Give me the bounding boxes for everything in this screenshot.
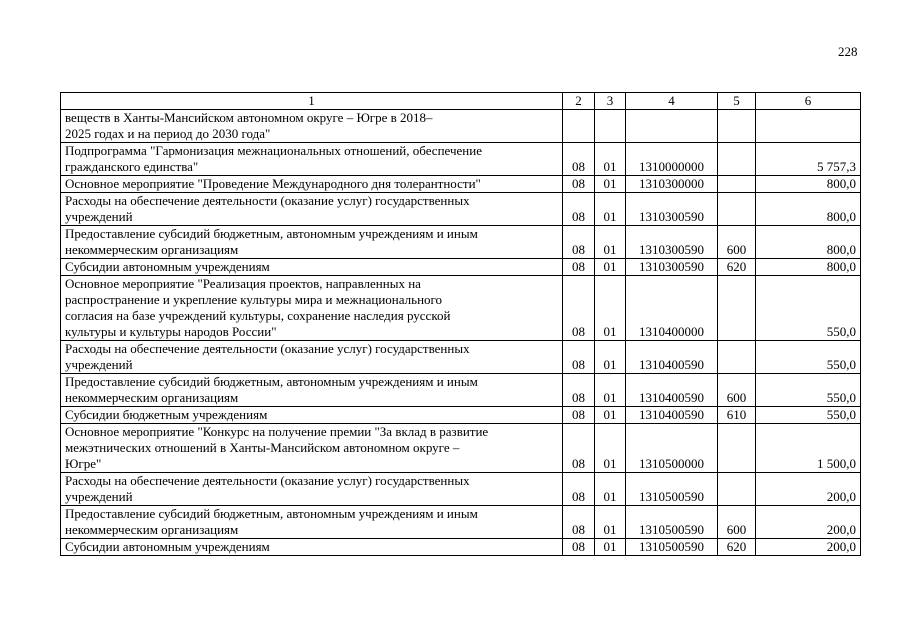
table-header-row [61, 93, 861, 110]
target-article-code: 1310300000 [626, 176, 718, 193]
subsection-code: 01 [595, 374, 626, 407]
target-article-code: 1310300590 [626, 193, 718, 226]
target-article-code: 1310400590 [626, 374, 718, 407]
section-code: 08 [563, 473, 595, 506]
row-description: Субсидии автономным учреждениям [61, 539, 563, 556]
expense-type-code [718, 193, 756, 226]
amount-value: 800,0 [756, 176, 861, 193]
subsection-code: 01 [595, 407, 626, 424]
amount-value: 800,0 [756, 259, 861, 276]
target-article-code: 1310300590 [626, 259, 718, 276]
budget-table [60, 92, 861, 556]
target-article-code: 1310400590 [626, 407, 718, 424]
expense-type-code: 600 [718, 374, 756, 407]
subsection-code: 01 [595, 259, 626, 276]
column-header: 6 [756, 93, 861, 110]
subsection-code: 01 [595, 424, 626, 473]
row-description: Расходы на обеспечение деятельности (оказание услуг) государственных учреждений [61, 341, 563, 374]
row-description: Подпрограмма "Гармонизация межнациональных отношений, обеспечение гражданского единства" [61, 143, 563, 176]
amount-value: 800,0 [756, 226, 861, 259]
row-description: Субсидии автономным учреждениям [61, 259, 563, 276]
section-code: 08 [563, 276, 595, 341]
amount-value: 550,0 [756, 276, 861, 341]
amount-value [756, 110, 861, 143]
expense-type-code [718, 143, 756, 176]
table-row [61, 506, 861, 539]
amount-value: 550,0 [756, 407, 861, 424]
amount-value: 800,0 [756, 193, 861, 226]
section-code: 08 [563, 374, 595, 407]
target-article-code: 1310500590 [626, 539, 718, 556]
table-row [61, 110, 861, 143]
amount-value: 200,0 [756, 473, 861, 506]
target-article-code: 1310400590 [626, 341, 718, 374]
subsection-code: 01 [595, 226, 626, 259]
column-header: 1 [61, 93, 563, 110]
expense-type-code [718, 176, 756, 193]
table-row [61, 226, 861, 259]
row-description: Основное мероприятие "Проведение Международного дня толерантности" [61, 176, 563, 193]
column-header: 4 [626, 93, 718, 110]
table-row [61, 176, 861, 193]
subsection-code: 01 [595, 276, 626, 341]
row-description: Основное мероприятие "Конкурс на получение премии "За вклад в развитие межэтнических отношений в Ханты-Мансийском автономном округе – Югре" [61, 424, 563, 473]
table-row [61, 276, 861, 341]
row-description: Основное мероприятие "Реализация проектов, направленных на распространение и укрепление культуры мира и межнационального согласия на базе учреждений культуры, сохранение наследия русской культуры и культуры народов России" [61, 276, 563, 341]
target-article-code [626, 110, 718, 143]
subsection-code: 01 [595, 193, 626, 226]
expense-type-code [718, 473, 756, 506]
target-article-code: 1310300590 [626, 226, 718, 259]
table-row [61, 407, 861, 424]
target-article-code: 1310400000 [626, 276, 718, 341]
column-header: 5 [718, 93, 756, 110]
section-code: 08 [563, 506, 595, 539]
amount-value: 550,0 [756, 341, 861, 374]
expense-type-code [718, 341, 756, 374]
column-header: 2 [563, 93, 595, 110]
expense-type-code: 600 [718, 506, 756, 539]
row-description: Субсидии бюджетным учреждениям [61, 407, 563, 424]
row-description: Расходы на обеспечение деятельности (оказание услуг) государственных учреждений [61, 193, 563, 226]
section-code [563, 110, 595, 143]
section-code: 08 [563, 341, 595, 374]
amount-value: 550,0 [756, 374, 861, 407]
section-code: 08 [563, 407, 595, 424]
table-row [61, 539, 861, 556]
table-body [61, 93, 861, 556]
subsection-code [595, 110, 626, 143]
subsection-code: 01 [595, 473, 626, 506]
amount-value: 200,0 [756, 539, 861, 556]
subsection-code: 01 [595, 143, 626, 176]
table-row [61, 143, 861, 176]
subsection-code: 01 [595, 539, 626, 556]
row-description: веществ в Ханты-Мансийском автономном округе – Югре в 2018– 2025 годах и на период до 2030 года" [61, 110, 563, 143]
expense-type-code [718, 110, 756, 143]
target-article-code: 1310500590 [626, 506, 718, 539]
expense-type-code [718, 276, 756, 341]
expense-type-code: 620 [718, 539, 756, 556]
section-code: 08 [563, 143, 595, 176]
column-header: 3 [595, 93, 626, 110]
table-row [61, 193, 861, 226]
subsection-code: 01 [595, 506, 626, 539]
amount-value: 5 757,3 [756, 143, 861, 176]
table-row [61, 341, 861, 374]
row-description: Предоставление субсидий бюджетным, автономным учреждениям и иным некоммерческим организациям [61, 374, 563, 407]
row-description: Расходы на обеспечение деятельности (оказание услуг) государственных учреждений [61, 473, 563, 506]
target-article-code: 1310500000 [626, 424, 718, 473]
expense-type-code [718, 424, 756, 473]
amount-value: 1 500,0 [756, 424, 861, 473]
section-code: 08 [563, 539, 595, 556]
table-row [61, 374, 861, 407]
section-code: 08 [563, 259, 595, 276]
subsection-code: 01 [595, 176, 626, 193]
expense-type-code: 610 [718, 407, 756, 424]
target-article-code: 1310000000 [626, 143, 718, 176]
page-number: 228 [838, 44, 858, 59]
expense-type-code: 600 [718, 226, 756, 259]
section-code: 08 [563, 424, 595, 473]
subsection-code: 01 [595, 341, 626, 374]
row-description: Предоставление субсидий бюджетным, автономным учреждениям и иным некоммерческим организациям [61, 226, 563, 259]
table-row [61, 424, 861, 473]
target-article-code: 1310500590 [626, 473, 718, 506]
section-code: 08 [563, 226, 595, 259]
section-code: 08 [563, 193, 595, 226]
table-row [61, 473, 861, 506]
row-description: Предоставление субсидий бюджетным, автономным учреждениям и иным некоммерческим организациям [61, 506, 563, 539]
section-code: 08 [563, 176, 595, 193]
expense-type-code: 620 [718, 259, 756, 276]
amount-value: 200,0 [756, 506, 861, 539]
table-row [61, 259, 861, 276]
